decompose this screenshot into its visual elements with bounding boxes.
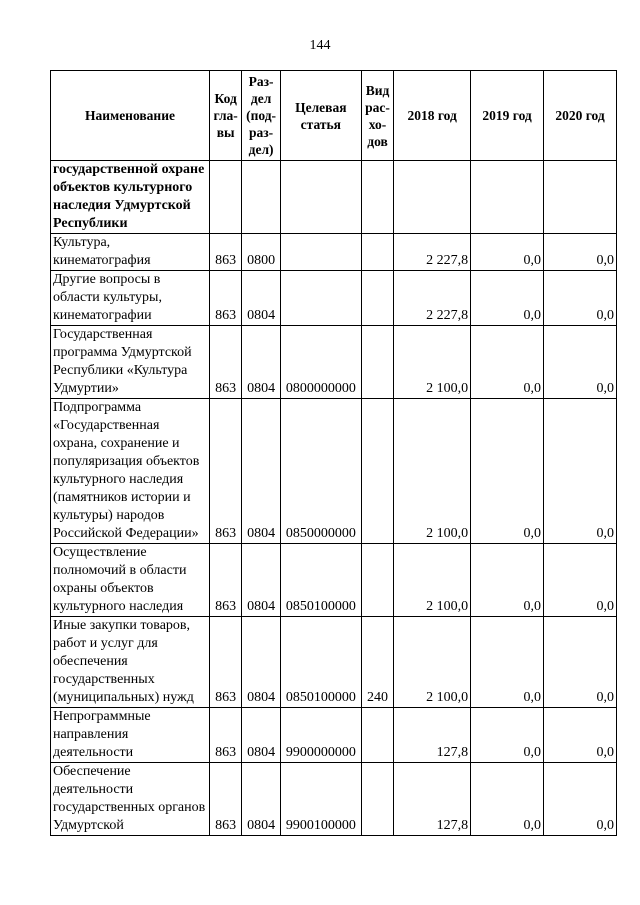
table-row [51, 161, 617, 234]
page-number: 144 [309, 38, 331, 53]
cell-2020: 0,0 [544, 617, 617, 708]
cell-2019: 0,0 [471, 326, 544, 399]
cell-2019: 0,0 [471, 763, 544, 836]
cell-2019: 0,0 [471, 544, 544, 617]
cell-name: Обеспечение деятельности государственных органов Удмуртской [51, 763, 210, 836]
cell-name: Другие вопросы в области культуры, кинематографии [51, 271, 210, 326]
cell-section: 0804 [242, 326, 280, 399]
cell-2018: 127,8 [394, 708, 471, 763]
cell-section: 0804 [242, 399, 280, 544]
cell-section [242, 161, 280, 234]
cell-expense-type [361, 399, 393, 544]
cell-target: 0800000000 [280, 326, 361, 399]
table-row [51, 234, 617, 271]
cell-name: Подпрограмма «Государственная охрана, сохранение и популяризация объектов культурного наследия (памятников истории и культуры) народов Российской Федерации» [51, 399, 210, 544]
cell-2019: 0,0 [471, 399, 544, 544]
header-2020: 2020 год [544, 71, 617, 161]
cell-expense-type [361, 763, 393, 836]
cell-2020: 0,0 [544, 544, 617, 617]
cell-2018: 2 227,8 [394, 271, 471, 326]
cell-section: 0804 [242, 544, 280, 617]
cell-expense-type [361, 708, 393, 763]
table-row [51, 271, 617, 326]
cell-name: Государственная программа Удмуртской Республики «Культура Удмуртии» [51, 326, 210, 399]
header-chapter-code: Код гла- вы [209, 71, 241, 161]
cell-2019: 0,0 [471, 271, 544, 326]
cell-chapter: 863 [209, 399, 241, 544]
cell-name: государственной охране объектов культурного наследия Удмуртской Республики [51, 161, 210, 234]
cell-chapter: 863 [209, 763, 241, 836]
header-expense-type: Вид рас- хо- дов [361, 71, 393, 161]
cell-2020: 0,0 [544, 399, 617, 544]
header-section: Раз- дел (под- раз- дел) [242, 71, 280, 161]
table-row [51, 708, 617, 763]
cell-2019: 0,0 [471, 708, 544, 763]
table-row [51, 399, 617, 544]
cell-target: 0850100000 [280, 617, 361, 708]
cell-name: Осуществление полномочий в области охраны объектов культурного наследия [51, 544, 210, 617]
cell-name: Культура, кинематография [51, 234, 210, 271]
table-row [51, 617, 617, 708]
cell-2018 [394, 161, 471, 234]
cell-expense-type [361, 234, 393, 271]
cell-name: Иные закупки товаров, работ и услуг для обеспечения государственных (муниципальных) нужд [51, 617, 210, 708]
cell-chapter [209, 161, 241, 234]
cell-chapter: 863 [209, 326, 241, 399]
cell-expense-type [361, 271, 393, 326]
cell-section: 0804 [242, 271, 280, 326]
cell-chapter: 863 [209, 708, 241, 763]
cell-chapter: 863 [209, 544, 241, 617]
cell-2018: 2 100,0 [394, 544, 471, 617]
cell-chapter: 863 [209, 617, 241, 708]
table-row [51, 763, 617, 836]
cell-2019: 0,0 [471, 234, 544, 271]
cell-name: Непрограммные направления деятельности [51, 708, 210, 763]
cell-2018: 127,8 [394, 763, 471, 836]
cell-chapter: 863 [209, 271, 241, 326]
cell-target [280, 161, 361, 234]
cell-chapter: 863 [209, 234, 241, 271]
cell-2018: 2 227,8 [394, 234, 471, 271]
cell-section: 0804 [242, 708, 280, 763]
cell-2018: 2 100,0 [394, 326, 471, 399]
cell-2020: 0,0 [544, 234, 617, 271]
cell-expense-type [361, 326, 393, 399]
header-row [51, 71, 617, 161]
cell-target [280, 271, 361, 326]
cell-expense-type [361, 161, 393, 234]
cell-target: 9900000000 [280, 708, 361, 763]
cell-target: 0850100000 [280, 544, 361, 617]
header-name: Наименование [51, 71, 210, 161]
cell-2019: 0,0 [471, 617, 544, 708]
header-target: Целевая статья [280, 71, 361, 161]
cell-expense-type: 240 [361, 617, 393, 708]
cell-target: 9900100000 [280, 763, 361, 836]
cell-section: 0804 [242, 763, 280, 836]
table-row [51, 544, 617, 617]
cell-section: 0804 [242, 617, 280, 708]
cell-expense-type [361, 544, 393, 617]
cell-target: 0850000000 [280, 399, 361, 544]
cell-2020: 0,0 [544, 326, 617, 399]
cell-target [280, 234, 361, 271]
cell-2020: 0,0 [544, 763, 617, 836]
cell-2020: 0,0 [544, 271, 617, 326]
cell-2019 [471, 161, 544, 234]
cell-2020 [544, 161, 617, 234]
cell-2018: 2 100,0 [394, 617, 471, 708]
budget-table [50, 70, 617, 836]
header-2019: 2019 год [471, 71, 544, 161]
header-2018: 2018 год [394, 71, 471, 161]
cell-2018: 2 100,0 [394, 399, 471, 544]
table-row [51, 326, 617, 399]
cell-section: 0800 [242, 234, 280, 271]
cell-2020: 0,0 [544, 708, 617, 763]
